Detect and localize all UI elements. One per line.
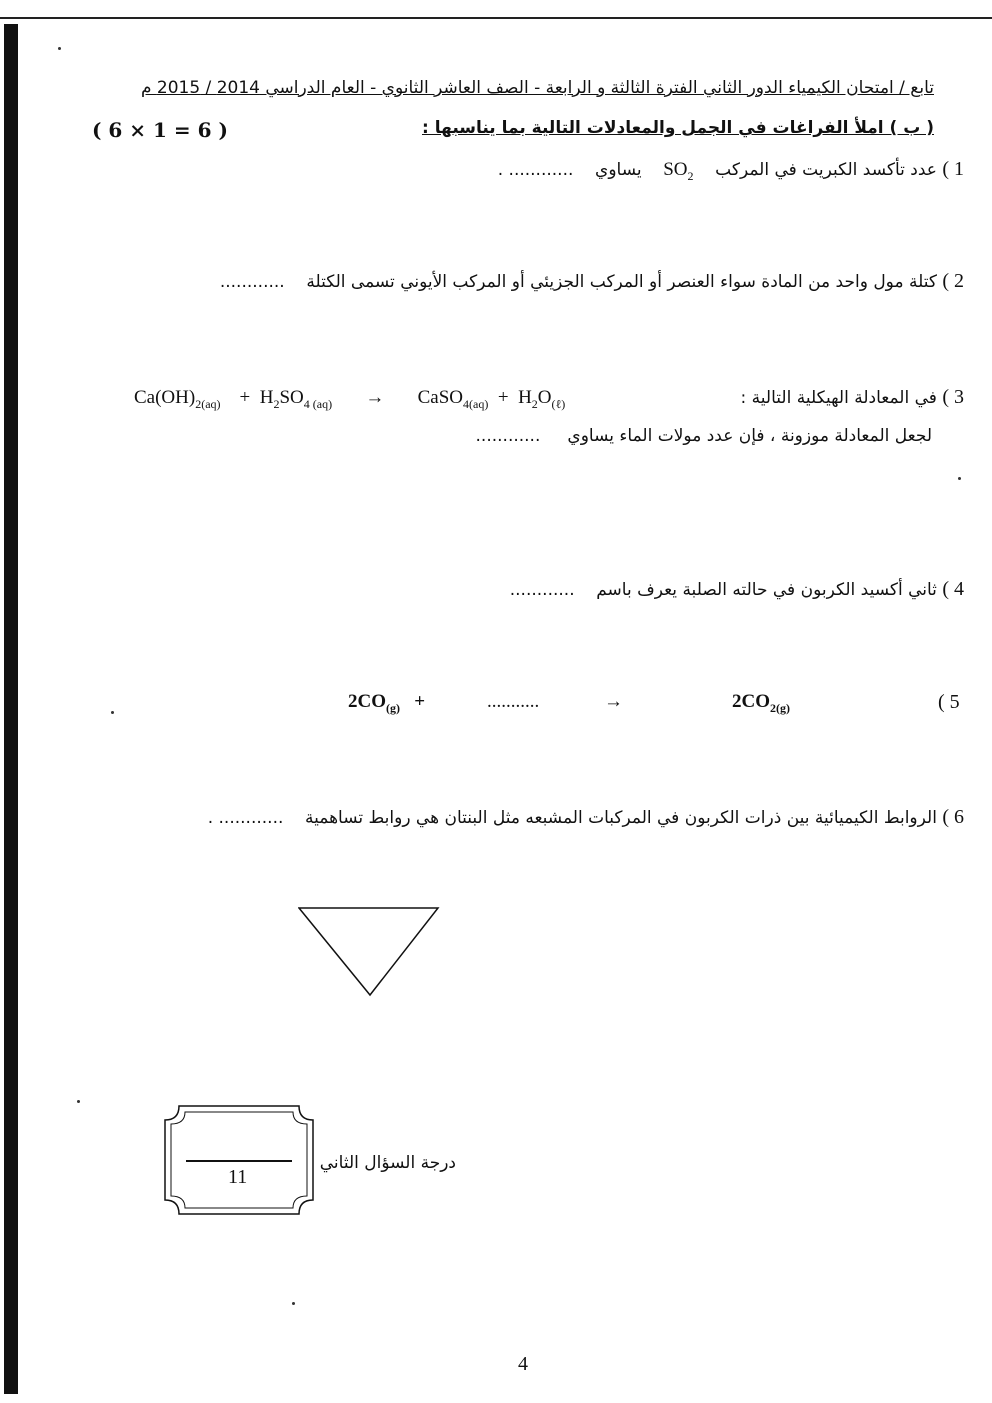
question-6	[208, 806, 964, 829]
reactant-sulfuric-acid: $H_2SO_{4 (aq)}$	[259, 387, 333, 411]
question-text: كتلة مول واحد من المادة سواء العنصر أو المركب الجزيئي أو المركب الأيوني تسمى الكتلة	[306, 272, 937, 292]
skeletal-equation	[134, 387, 565, 412]
answer-blank[interactable]: ............	[509, 580, 575, 600]
question-number: ( 5	[938, 691, 960, 713]
answer-blank[interactable]: ............	[219, 272, 285, 292]
answer-blank[interactable]: ............	[475, 426, 541, 446]
grade-total: 11	[228, 1166, 248, 1188]
reaction-arrow: →	[604, 691, 623, 712]
grade-label: درجة السؤال الثاني	[319, 1153, 456, 1173]
answer-blank[interactable]: ............ .	[207, 808, 284, 828]
grade-fraction-line	[186, 1160, 292, 1162]
question-text: لجعل المعادلة موزونة ، فإن عدد مولات الماء يساوي	[567, 426, 932, 446]
section-title: ( ب ) املأ الفراغات في الجمل والمعادلات التالية بما يناسبها :	[422, 118, 934, 138]
plus-sign: +	[414, 691, 426, 712]
question-1	[498, 158, 964, 184]
answer-blank[interactable]: ............ .	[497, 160, 574, 180]
plus-sign: +	[497, 387, 509, 408]
reaction-arrow: →	[365, 387, 385, 408]
question-2	[220, 270, 964, 293]
question-number: 2 )	[942, 270, 964, 292]
product-carbon-dioxide: $2CO_{2(g)}$	[732, 691, 790, 715]
question-number: 6 )	[942, 806, 964, 828]
scan-left-edge	[4, 24, 18, 1394]
question-tail: يساوي	[595, 160, 642, 180]
question-text: عدد تأكسد الكبريت في المركب	[715, 160, 937, 180]
product-calcium-sulfate: CaSO$_{4(aq)}$	[417, 387, 489, 411]
question-3	[741, 386, 964, 409]
scan-speck	[292, 1302, 295, 1305]
product-water: $H_2O_{(\ell)}$	[518, 387, 566, 411]
section-score: ( 6 × 1 = 6 )	[92, 118, 228, 142]
scan-speck	[958, 477, 961, 480]
scan-top-edge	[0, 17, 992, 19]
question-text: في المعادلة الهيكلية التالية :	[740, 388, 937, 408]
question-text: ثاني أكسيد الكربون في حالته الصلبة يعرف باسم	[596, 580, 937, 600]
question-number: 1 )	[942, 158, 964, 180]
reactant-carbon-monoxide: $2CO_{(g)}$	[348, 691, 400, 715]
page-header: تابع / امتحان الكيمياء الدور الثاني الفترة الثالثة و الرابعة - الصف العاشر الثانوي - العام الدراسي 2014 / 2015 م	[140, 78, 934, 98]
scan-speck	[111, 711, 114, 714]
question-text: الروابط الكيميائية بين ذرات الكربون في المركبات المشبعه مثل البنتان هي روابط تساهمية	[305, 808, 937, 828]
triangle-mark	[298, 906, 440, 998]
page-number: 4	[518, 1353, 528, 1375]
question-4	[510, 578, 964, 601]
plus-sign: +	[239, 387, 251, 408]
answer-blank[interactable]: ...........	[487, 691, 540, 712]
question-3-line-2	[476, 426, 932, 446]
question-5-equation	[348, 691, 425, 716]
scan-speck	[77, 1100, 80, 1103]
scan-speck	[58, 47, 61, 50]
reactant-calcium-hydroxide: $Ca(OH)_{2(aq)}$	[134, 387, 221, 411]
question-number: 3 )	[942, 386, 964, 408]
compound-formula: $SO_2$	[663, 159, 694, 183]
question-number: 4 )	[942, 578, 964, 600]
